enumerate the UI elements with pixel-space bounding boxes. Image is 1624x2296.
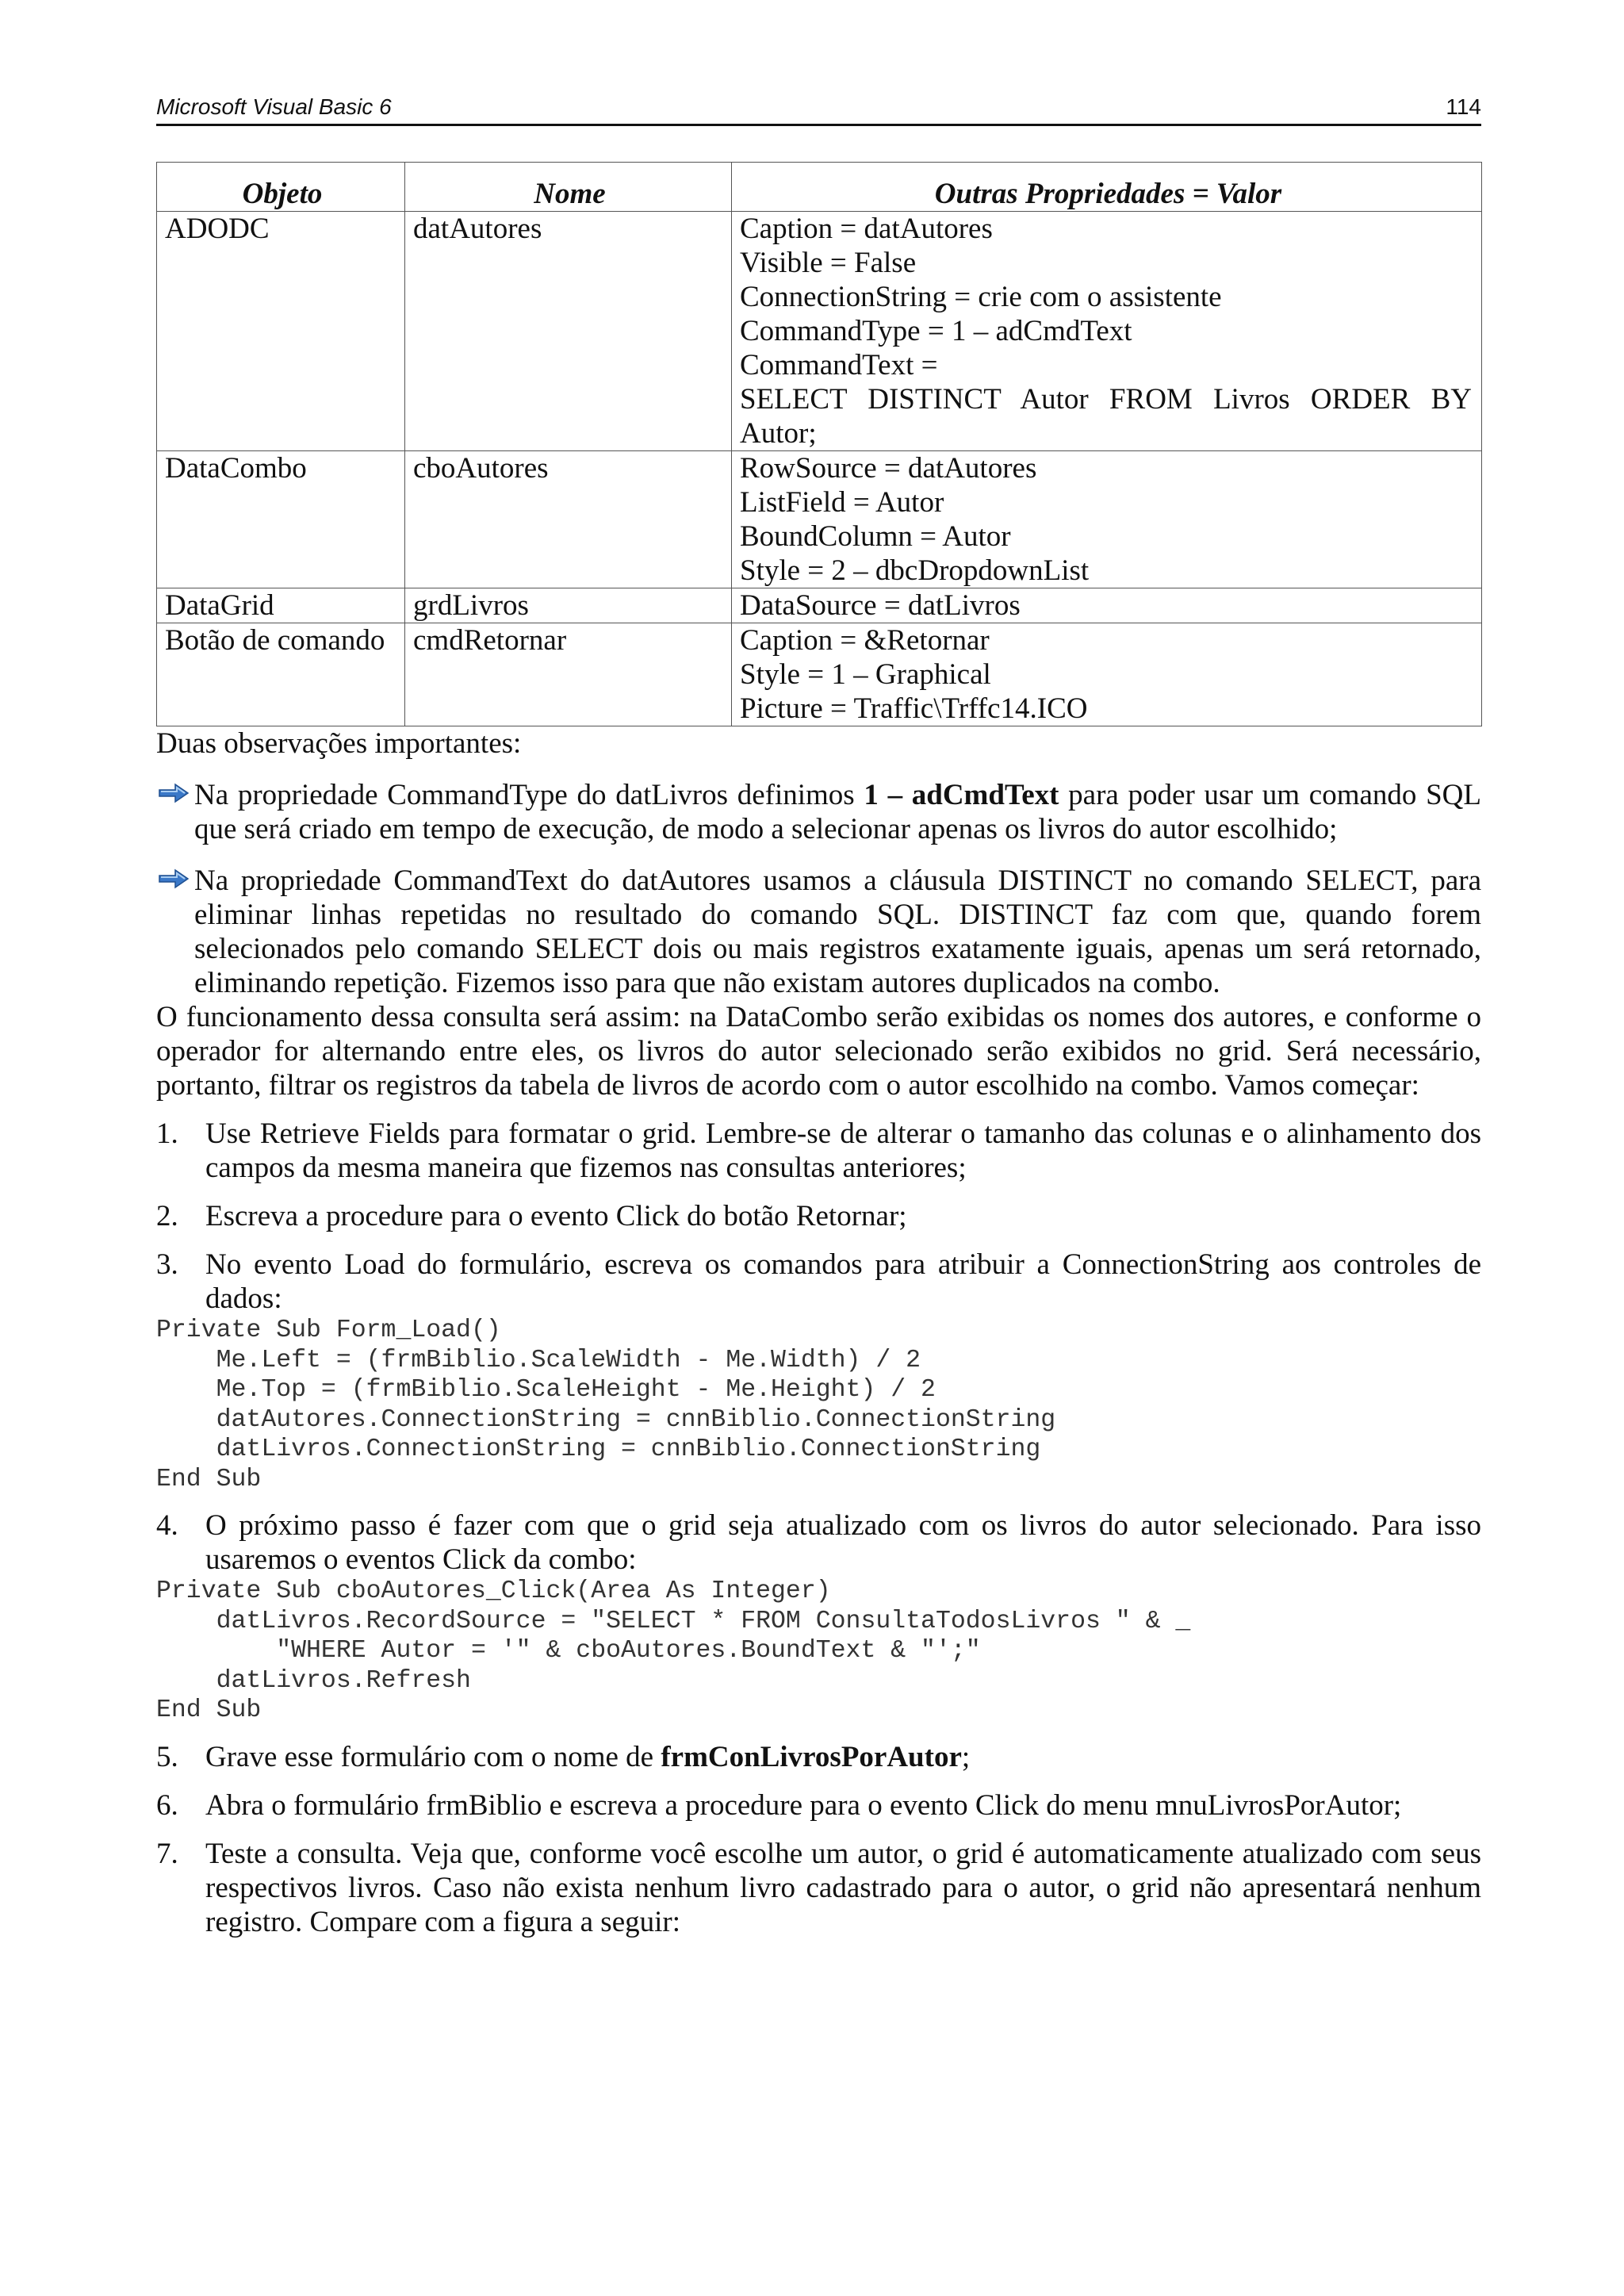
property-line: Autor; <box>740 417 817 450</box>
cell-propriedades <box>732 623 1482 726</box>
cell-propriedades <box>732 451 1482 588</box>
property-line: ConnectionString = crie com o assistente <box>740 281 1222 313</box>
property-line: SELECT DISTINCT Autor FROM Livros ORDER BY <box>740 383 1472 416</box>
cell-nome: datAutores <box>405 212 732 451</box>
list-item <box>156 1248 1481 1316</box>
property-line: ListField = Autor <box>740 486 944 519</box>
list-text: No evento Load do formulário, escreva os comandos para atribuir a ConnectionString aos controles de dados: <box>205 1248 1481 1315</box>
list-number: 1. <box>156 1117 178 1150</box>
cell-objeto: DataGrid <box>157 588 405 623</box>
body-paragraph: O funcionamento dessa consulta será assim: na DataCombo serão exibidas os nomes dos autores, e conforme o operador for alternando entre eles, os livros do autor selecionado serão exibidos no grid. Será necessário, portanto, filtrar os registros da tabela de livros de acordo com o autor escolhido na combo. Vamos começar: <box>156 1001 1481 1102</box>
bullet-text-post: para poder usar um comando SQL que será criado em tempo de execução, de modo a selecionar apenas os livros do autor escolhido; <box>194 779 1481 845</box>
list-item <box>156 1788 1481 1823</box>
table-header-row <box>157 163 1482 212</box>
code-block-combo-click: Private Sub cboAutores_Click(Area As Integer) datLivros.RecordSource = "SELECT * FROM ConsultaTodosLivros " & _ "WHERE Autor = '" & cboAutores.BoundText & "';" datLivros.Refresh End Sub <box>156 1577 1191 1724</box>
list-text: Teste a consulta. Veja que, conforme você escolhe um autor, o grid é automaticamente atualizado com seus respectivos livros. Caso não exista nenhum livro cadastrado para o autor, o grid não apresentará nenhum registro. Compare com a figura a seguir: <box>205 1837 1481 1938</box>
list-item <box>156 1117 1481 1185</box>
cell-nome: cmdRetornar <box>405 623 732 726</box>
property-line: RowSource = datAutores <box>740 452 1037 485</box>
intro-text: Duas observações importantes: <box>156 727 522 760</box>
table-row <box>157 623 1482 726</box>
page-number: 114 <box>1446 94 1481 119</box>
code-block-form-load: Private Sub Form_Load() Me.Left = (frmBiblio.ScaleWidth - Me.Width) / 2 Me.Top = (frmBiblio.ScaleHeight - Me.Height) / 2 datAutores.ConnectionString = cnnBiblio.ConnectionString datLivros.ConnectionString = cnnBiblio.ConnectionString End Sub <box>156 1317 1056 1493</box>
list-text-post: ; <box>961 1740 971 1773</box>
table-row <box>157 212 1482 451</box>
cell-objeto: Botão de comando <box>157 623 405 726</box>
list-text-pre: Grave esse formulário com o nome de <box>205 1740 661 1773</box>
header-title: Microsoft Visual Basic 6 <box>156 94 392 119</box>
bullet-item <box>156 778 1481 846</box>
property-line: Style = 1 – Graphical <box>740 658 991 691</box>
list-number: 2. <box>156 1200 178 1232</box>
list-text-bold: frmConLivrosPorAutor <box>661 1740 962 1773</box>
column-header-objeto: Objeto <box>157 163 405 212</box>
list-text: Escreva a procedure para o evento Click do botão Retornar; <box>205 1200 907 1232</box>
property-line: CommandText = <box>740 349 938 381</box>
list-text: Use Retrieve Fields para formatar o grid. Lembre-se de alterar o tamanho das colunas e o alinhamento dos campos da mesma maneira que fizemos nas consultas anteriores; <box>205 1117 1481 1184</box>
property-line: Style = 2 – dbcDropdownList <box>740 554 1090 587</box>
page <box>156 94 1481 1939</box>
list-item <box>156 1837 1481 1939</box>
cell-objeto: DataCombo <box>157 451 405 588</box>
page-header <box>156 94 1481 126</box>
property-line: Picture = Traffic\Trffc14.ICO <box>740 692 1088 725</box>
cell-nome: grdLivros <box>405 588 732 623</box>
list-item <box>156 1740 1481 1774</box>
list-text: O próximo passo é fazer com que o grid seja atualizado com os livros do autor selecionado. Para isso usaremos o eventos Click da combo: <box>205 1509 1481 1576</box>
bullet-text-bold: 1 – adCmdText <box>864 779 1059 811</box>
column-header-nome: Nome <box>405 163 732 212</box>
property-line: BoundColumn = Autor <box>740 520 1011 553</box>
list-number: 4. <box>156 1509 178 1542</box>
property-line: CommandType = 1 – adCmdText <box>740 315 1132 347</box>
table-row <box>157 588 1482 623</box>
list-item <box>156 1199 1481 1233</box>
list-text: Abra o formulário frmBiblio e escreva a procedure para o evento Click do menu mnuLivrosPorAutor; <box>205 1788 1402 1822</box>
bullet-text: Na propriedade CommandText do datAutores usamos a cláusula DISTINCT no comando SELECT, para eliminar linhas repetidas no resultado do comando SQL. DISTINCT faz com que, quando forem selecionados pelo comando SELECT dois ou mais registros exatamente iguais, apenas um será retornado, eliminando repetição. Fizemos isso para que não existam autores duplicados na combo. <box>194 864 1481 999</box>
cell-objeto: ADODC <box>157 212 405 451</box>
list-number: 7. <box>156 1837 178 1870</box>
list-number: 5. <box>156 1740 178 1773</box>
arrow-bullet-icon <box>158 867 190 891</box>
bullet-item <box>156 864 1481 1000</box>
cell-nome: cboAutores <box>405 451 732 588</box>
bullet-text-pre: Na propriedade CommandType do datLivros definimos <box>194 779 864 811</box>
column-header-propriedades: Outras Propriedades = Valor <box>732 163 1482 212</box>
list-number: 3. <box>156 1248 178 1281</box>
property-line: Caption = &Retornar <box>740 624 990 657</box>
property-line: Caption = datAutores <box>740 213 993 245</box>
cell-propriedades <box>732 212 1482 451</box>
cell-propriedades <box>732 588 1482 623</box>
table-row <box>157 451 1482 588</box>
list-number: 6. <box>156 1788 178 1822</box>
property-line: Visible = False <box>740 247 917 279</box>
arrow-bullet-icon <box>158 781 190 805</box>
list-item <box>156 1508 1481 1577</box>
properties-table <box>156 162 1482 726</box>
property-line: DataSource = datLivros <box>740 589 1021 622</box>
